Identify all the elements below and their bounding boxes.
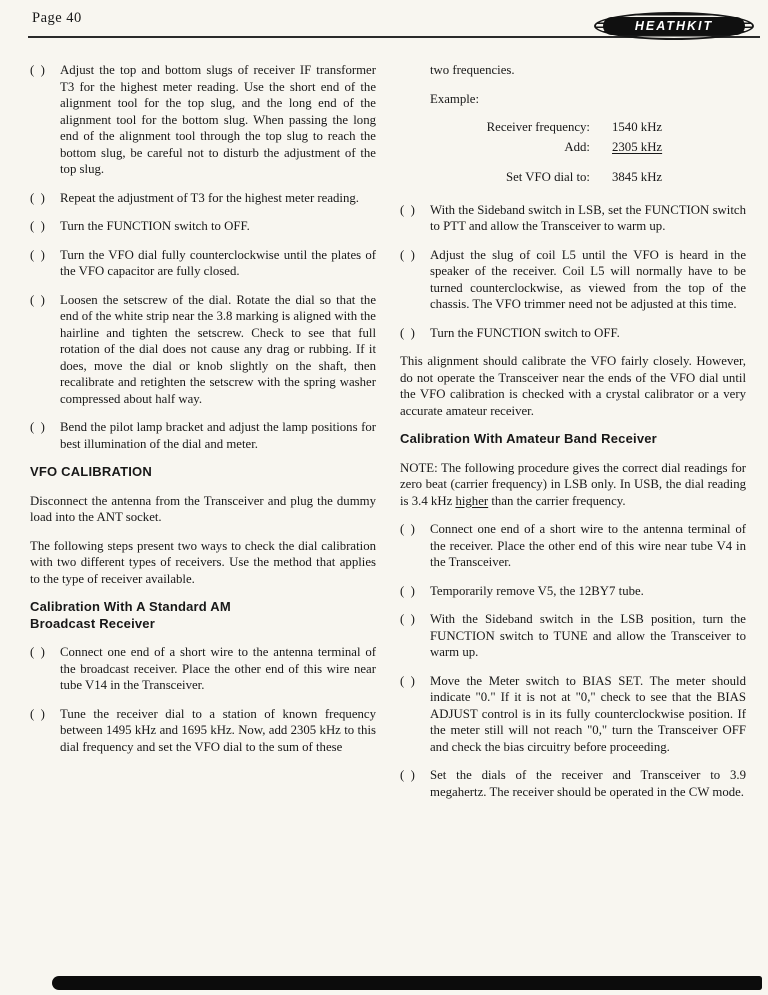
page-edge-bar <box>52 976 762 990</box>
example-label: Example: <box>430 91 480 106</box>
checklist-item <box>400 611 746 661</box>
section-subheading: Calibration With Amateur Band Receiver <box>400 431 657 446</box>
checklist-item <box>30 62 376 178</box>
example-row-label: Add: <box>564 139 590 154</box>
checklist-item-text: With the Sideband switch in LSB, set the FUNCTION switch to PTT and allow the Transceiver to warm up. <box>430 202 746 233</box>
heading-line: Calibration With A Standard AM <box>30 599 231 614</box>
section-subheading <box>30 599 376 632</box>
example-row <box>430 139 746 156</box>
checkbox: ( ) <box>30 63 45 77</box>
example-row <box>430 119 746 136</box>
note-paragraph <box>400 460 746 510</box>
checklist-item-text: Adjust the slug of coil L5 until the VFO is heard in the speaker of the receiver. Coil L5 will normally have to be turned counterclockwise, as viewed from the top of the chassis. The VFO trimmer need not be adjusted at this time. <box>430 247 746 311</box>
checklist-item <box>30 218 376 235</box>
checklist-item-text: Turn the VFO dial fully counterclockwise until the plates of the VFO capacitor are fully closed. <box>60 247 376 278</box>
paragraph: The following steps present two ways to check the dial calibration with two different types of receivers. Use the method that applies to the type of receiver available. <box>30 538 376 586</box>
paragraph: Disconnect the antenna from the Transceiver and plug the dummy load into the ANT socket. <box>30 493 376 524</box>
example-row-value: 3845 kHz <box>612 170 663 184</box>
checklist-item <box>400 202 746 235</box>
right-column <box>400 62 746 812</box>
checkbox: ( ) <box>400 202 415 217</box>
example-row <box>430 169 746 186</box>
checkbox: ( ) <box>30 292 45 307</box>
checklist-item <box>30 247 376 280</box>
example-row-label: Receiver frequency: <box>486 120 590 134</box>
paragraph: This alignment should calibrate the VFO fairly closely. However, do not operate the Transceiver near the ends of the VFO dial until the VFO calibration is checked with a crystal calibrator or a very accurate amateur receiver. <box>400 354 746 418</box>
checklist-item-text: Turn the FUNCTION switch to OFF. <box>60 219 250 233</box>
checklist-item-text: Loosen the setscrew of the dial. Rotate the dial so that the end of the white strip near the 3.8 marking is aligned with the hairline and tighten the setscrew. Check to see that full rotation of the dial does not cause any drag or rubbing. If it does, move the dial or knob slightly on the shaft, then recalibrate and retighten the setscrew with the spring washer compressed about half way. <box>60 292 376 406</box>
checklist-item <box>30 644 376 694</box>
example-row-value: 1540 kHz <box>612 120 663 134</box>
checkbox: ( ) <box>30 420 45 434</box>
checklist-item-text: Adjust the top and bottom slugs of receiver IF transformer T3 for the highest meter reading. Use the short end of the alignment tool for the top slug, and the long end of the alignment tool for the bottom slug. When passing the long end of the alignment tool through the top slug to reach the bottom slug, be careful not to disturb the adjustment of the top slug. <box>60 63 376 176</box>
checklist-item <box>30 419 376 452</box>
checkbox: ( ) <box>400 612 415 626</box>
checklist-item-text: With the Sideband switch in the LSB position, turn the FUNCTION switch to TUNE and allow the Transceiver to warm up. <box>430 612 746 659</box>
checklist-item <box>30 190 376 207</box>
checklist-item <box>30 706 376 756</box>
heading-line: Broadcast Receiver <box>30 615 155 631</box>
checkbox: ( ) <box>30 219 45 233</box>
checklist-item <box>400 583 746 600</box>
checklist-item <box>400 521 746 571</box>
checklist-item <box>400 673 746 756</box>
page-header <box>0 0 768 46</box>
checkbox: ( ) <box>400 522 415 536</box>
checklist-item-text: Connect one end of a short wire to the antenna terminal of the broadcast receiver. Place the other end of this wire near tube V14 in the Transceiver. <box>60 645 376 692</box>
section-heading: VFO CALIBRATION <box>30 464 152 479</box>
checkbox: ( ) <box>30 247 45 262</box>
checkbox: ( ) <box>30 190 45 205</box>
example-row-value: 2305 kHz <box>612 139 663 154</box>
page-number-label: Page 40 <box>32 10 82 26</box>
checklist-item-text: Connect one end of a short wire to the antenna terminal of the receiver. Place the other end of this wire near tube V4 in the Transceiver. <box>430 522 746 569</box>
heathkit-logo <box>594 12 754 40</box>
checklist-item <box>30 292 376 408</box>
note-text: than the carrier frequency. <box>488 493 626 508</box>
left-column <box>30 62 376 812</box>
checkbox: ( ) <box>400 247 415 262</box>
example-row-label: Set VFO dial to: <box>505 170 590 184</box>
continuation-text: two frequencies. <box>430 63 515 77</box>
example-table <box>430 119 746 186</box>
checkbox: ( ) <box>30 706 45 721</box>
checkbox: ( ) <box>30 645 45 659</box>
logo-text: HEATHKIT <box>634 18 714 33</box>
checklist-item-text: Turn the FUNCTION switch to OFF. <box>430 325 620 340</box>
checklist-item-text: Bend the pilot lamp bracket and adjust the lamp positions for best illumination of the dial and meter. <box>60 420 376 451</box>
checkbox: ( ) <box>400 768 415 782</box>
note-underlined-word: higher <box>455 493 489 508</box>
checklist-item <box>400 247 746 313</box>
checkbox: ( ) <box>400 325 415 340</box>
two-column-body <box>0 46 768 812</box>
checklist-item-text: Temporarily remove V5, the 12BY7 tube. <box>430 583 644 598</box>
checklist-item-text: Tune the receiver dial to a station of known frequency between 1495 kHz and 1695 kHz. Now, add 2305 kHz to this dial frequency and set the VFO dial to the sum of these <box>60 706 376 754</box>
checklist-item-text: Set the dials of the receiver and Transceiver to 3.9 megahertz. The receiver should be operated in the CW mode. <box>430 768 746 799</box>
logo-band <box>603 17 745 35</box>
checkbox: ( ) <box>400 673 415 688</box>
checklist-item-text: Repeat the adjustment of T3 for the highest meter reading. <box>60 190 359 205</box>
checklist-item-text: Move the Meter switch to BIAS SET. The meter should indicate "0." If it is not at "0," check to see that the BIAS ADJUST control is in its fully counterclockwise position. If the meter still will not reach "0," turn the Transceiver OFF and check the bias circuitry before proceeding. <box>430 673 746 754</box>
note-text: NOTE: The following procedure gives the correct dial readings for zero beat (carrier frequency) in LSB only. In USB, the dial reading is 3.4 kHz <box>400 460 746 508</box>
checkbox: ( ) <box>400 583 415 598</box>
checklist-item <box>400 767 746 800</box>
checklist-item <box>400 325 746 342</box>
